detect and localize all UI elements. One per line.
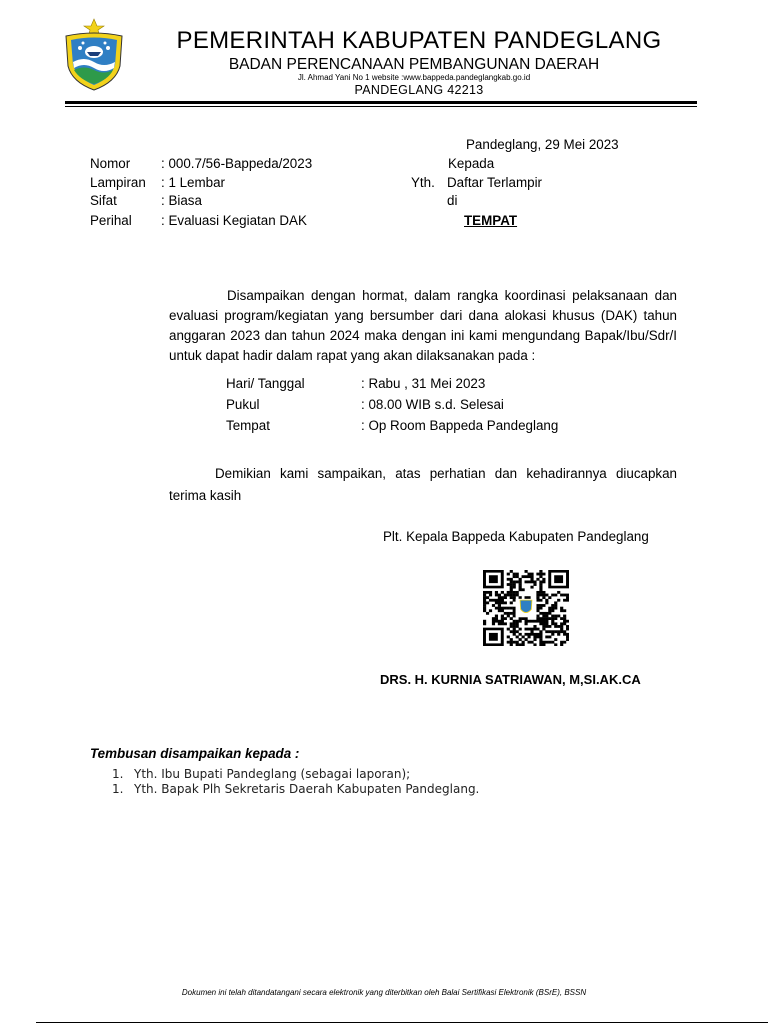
meta-value-perihal: : Evaluasi Kegiatan DAK [161, 213, 307, 228]
meta-value-sifat: : Biasa [161, 193, 202, 208]
page-bottom-rule [36, 1022, 768, 1023]
government-title: PEMERINTAH KABUPATEN PANDEGLANG [176, 27, 662, 54]
place-date: Pandeglang, 29 Mei 2023 [466, 137, 619, 152]
recipient-kepada: Kepada [448, 156, 495, 171]
cc-title: Tembusan disampaikan kepada : [90, 746, 300, 761]
agency-name: BADAN PERENCANAAN PEMBANGUNAN DAERAH [228, 56, 600, 73]
meta-value-nomor: : 000.7/56-Bappeda/2023 [161, 156, 313, 171]
meta-label-nomor: Nomor [90, 156, 131, 171]
closing-paragraph-text: Demikian kami sampaikan, atas perhatian dan kehadirannya diucapkan terima kasih [169, 466, 677, 503]
detail-value-venue: : Op Room Bappeda Pandeglang [361, 418, 559, 433]
closing-paragraph [169, 463, 677, 507]
detail-value-time: : 08.00 WIB s.d. Selesai [361, 397, 504, 412]
city-postal-code: PANDEGLANG 42213 [354, 83, 484, 97]
recipient-place: TEMPAT [464, 213, 518, 228]
cc-item-number: 1. [112, 767, 124, 781]
body-paragraph-text: Disampaikan dengan hormat, dalam rangka koordinasi pelaksanaan dan evaluasi program/kegiatan yang bersumber dari dana alokasi khusus (DAK) tahun anggaran 2023 dan tahun 2024 maka dengan ini kami mengundang Bapak/Ibu/Sdr/I untuk dapat hadir dalam rapat yang akan dilaksanakan pada : [169, 288, 677, 363]
recipient-yth: Yth. [411, 175, 435, 190]
detail-label-date: Hari/ Tanggal [226, 376, 305, 391]
meta-label-perihal: Perihal [90, 213, 132, 228]
detail-label-time: Pukul [226, 397, 260, 412]
recipient-name: Daftar Terlampir [447, 175, 543, 190]
signature-qr-code [483, 570, 569, 646]
detail-label-venue: Tempat [226, 418, 270, 433]
agency-address: Jl. Ahmad Yani No 1 website :www.bappeda.pandeglangkab.go.id [297, 73, 531, 82]
detail-value-date: : Rabu , 31 Mei 2023 [361, 376, 486, 391]
meta-label-lampiran: Lampiran [90, 175, 146, 190]
header-rule-thick [65, 101, 697, 104]
cc-item-number: 1. [112, 782, 124, 796]
body-paragraph [169, 286, 677, 366]
meta-value-lampiran: : 1 Lembar [161, 175, 226, 190]
header-rule-thin [65, 106, 697, 107]
cc-item-text: Yth. Ibu Bupati Pandeglang (sebagai laporan); [134, 767, 411, 781]
e-signature-footer-note: Dokumen ini telah ditandatangani secara elektronik yang diterbitkan oleh Balai Sertifikasi Elektronik (BSrE), BSSN [181, 988, 587, 997]
recipient-di: di [447, 193, 458, 208]
cc-item-text: Yth. Bapak Plh Sekretaris Daerah Kabupaten Pandeglang. [134, 782, 480, 796]
signatory-title: Plt. Kepala Bappeda Kabupaten Pandeglang [383, 529, 649, 544]
meta-label-sifat: Sifat [90, 193, 117, 208]
signatory-name: DRS. H. KURNIA SATRIAWAN, M,SI.AK.CA [380, 672, 641, 687]
